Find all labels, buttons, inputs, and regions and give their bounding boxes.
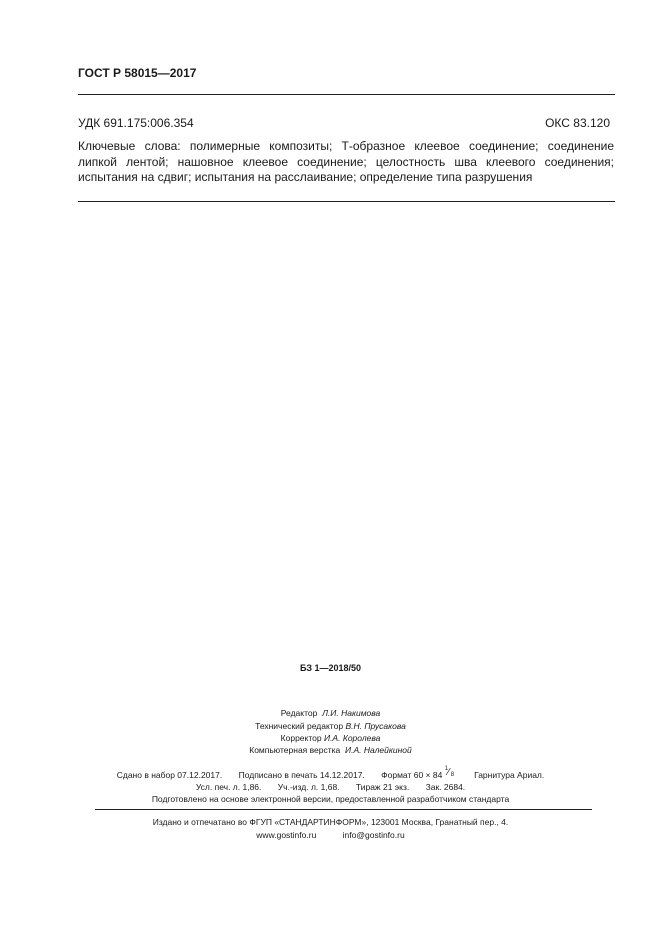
print-run: Тираж 21 экз. — [355, 782, 410, 792]
udk-code: УДК 691.175:006.354 — [78, 116, 194, 130]
classification-line — [78, 116, 615, 130]
standard-number: ГОСТ Р 58015—2017 — [78, 66, 197, 80]
staff-role: Редактор — [280, 708, 318, 718]
publisher-line: Издано и отпечатано во ФГУП «СТАНДАРТИНФОРМ», 123001 Москва, Гранатный пер., 4. — [152, 817, 509, 827]
order-number: Зак. 2684. — [425, 782, 466, 792]
email-link[interactable]: info@gostinfo.ru — [342, 830, 405, 840]
imprint-divider — [95, 809, 592, 810]
sent-date: Сдано в набор 07.12.2017. — [116, 770, 223, 780]
staff-editor — [0, 707, 661, 720]
staff-role: Технический редактор — [255, 721, 344, 731]
format-numerator: 1 — [444, 766, 449, 772]
prepared-note: Подготовлено на основе электронной версии, предоставленной разработчиком стандарта — [151, 794, 510, 804]
print-sheets: Усл. печ. л. 1,86. — [195, 782, 262, 792]
staff-name: И.А. Налейкиной — [345, 745, 412, 755]
oks-code: ОКС 83.120 — [545, 116, 610, 130]
staff-name: И.А. Королева — [323, 733, 381, 743]
publication-sheets: Уч.-изд. л. 1,68. — [277, 782, 340, 792]
imprint-line-1 — [0, 766, 661, 780]
top-divider — [78, 94, 615, 95]
staff-name: В.Н. Прусакова — [345, 721, 406, 731]
format-fraction — [444, 766, 458, 779]
staff-layout — [0, 744, 661, 757]
staff-role: Корректор — [280, 733, 322, 743]
keywords-divider — [78, 201, 615, 202]
contact-line — [0, 830, 661, 840]
fraction-slash: ⁄ — [447, 767, 450, 778]
bz-number: БЗ 1—2018/50 — [299, 663, 362, 673]
imprint-line-2 — [0, 782, 661, 792]
font-info: Гарнитура Ариал. — [474, 770, 545, 780]
format: Формат 60 × 84 — [381, 770, 443, 780]
website-link[interactable]: www.gostinfo.ru — [256, 830, 317, 840]
signed-date: Подписано в печать 14.12.2017. — [238, 770, 365, 780]
keywords-paragraph: Ключевые слова: полимерные композиты; Т-образное клеевое соединение; соединение липкой лентой; нашовное клеевое соединение; целостность шва клеевого соединения; испытания на сдвиг; испытания на расслаивание; определение типа разрушения — [78, 139, 614, 184]
format-denominator: 8 — [450, 772, 455, 778]
staff-name: Л.И. Накимова — [322, 708, 381, 718]
staff-role: Компьютерная верстка — [249, 745, 341, 755]
